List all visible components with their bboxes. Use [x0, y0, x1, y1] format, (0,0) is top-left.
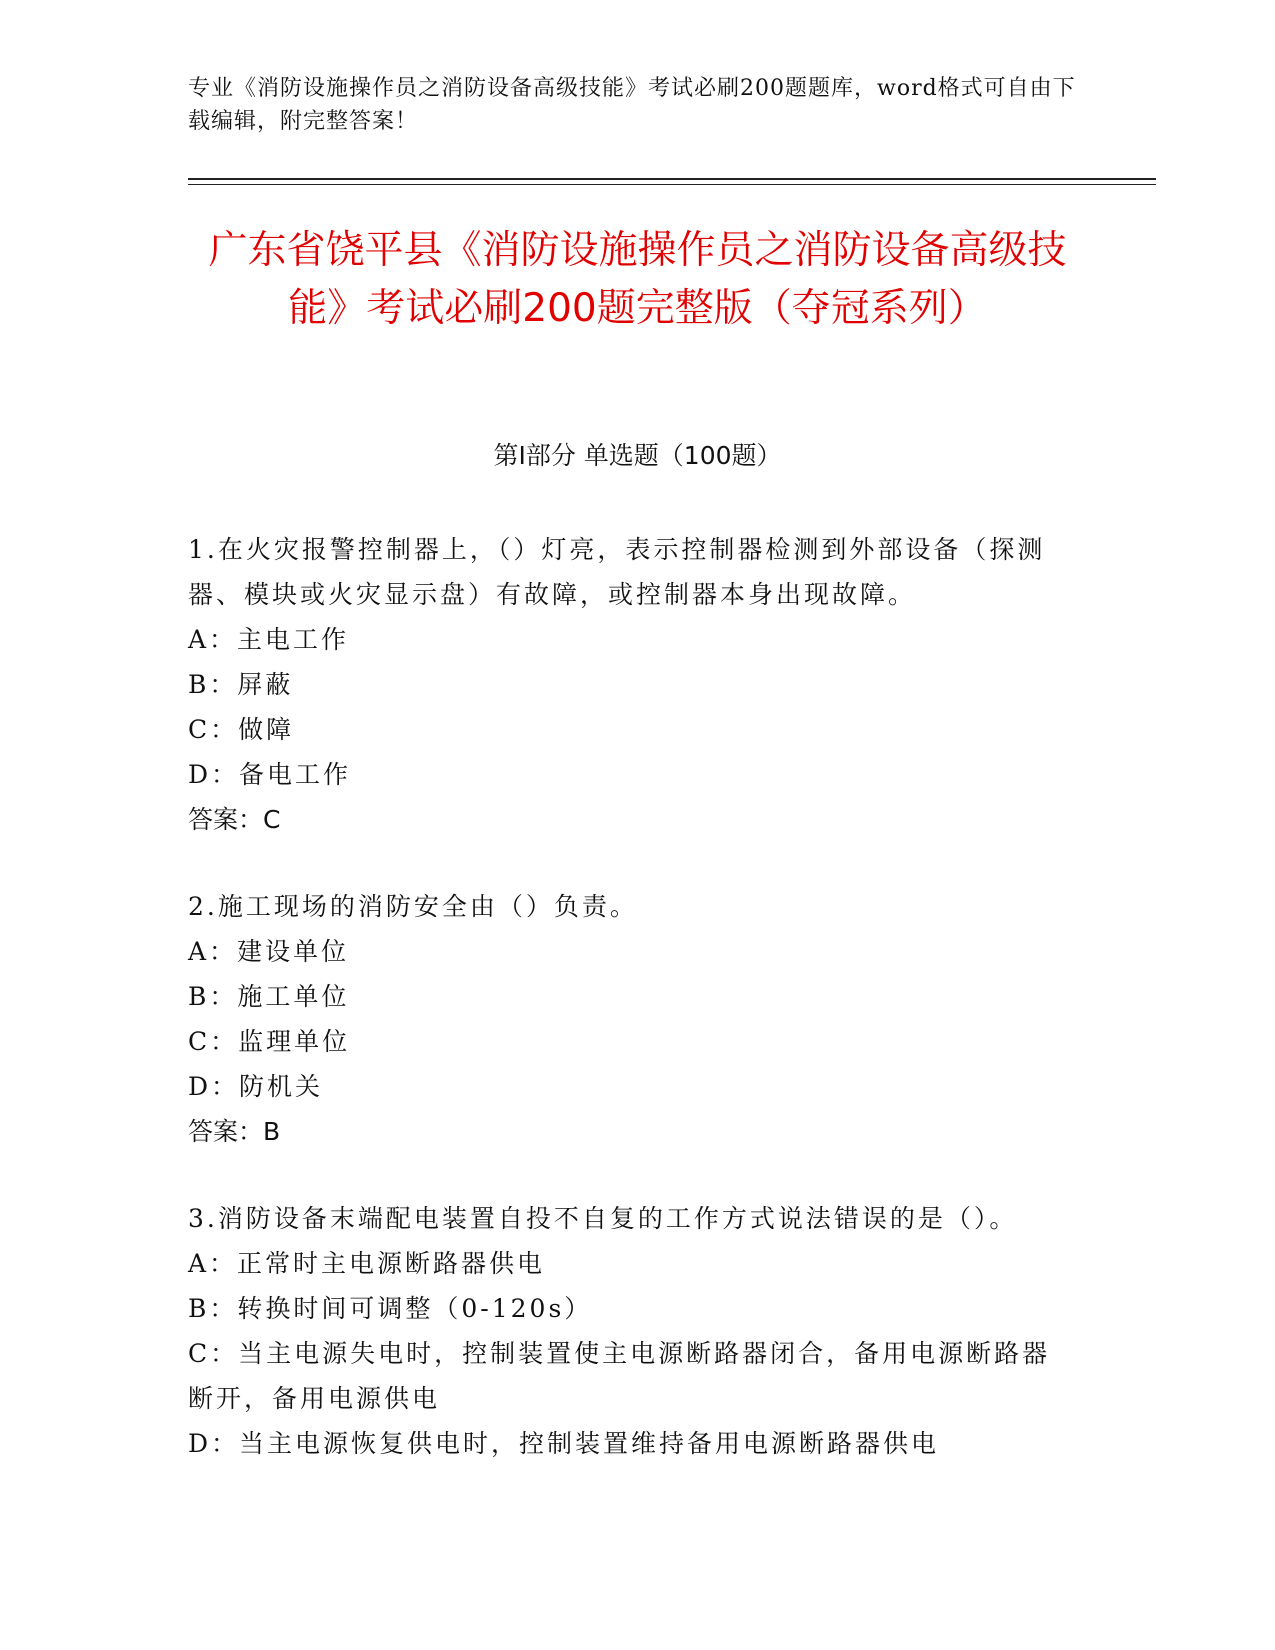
- option-d: D：备电工作: [188, 760, 352, 789]
- option-b: B：转换时间可调整（0-120s）: [188, 1294, 593, 1323]
- answer: 答案：B: [188, 1117, 281, 1146]
- question-list: [188, 527, 1068, 1508]
- option-a: A：主电工作: [188, 625, 350, 654]
- header-note: 专业《消防设施操作员之消防设备高级技能》考试必刷200题题库，word格式可自由下载编辑，附完整答案！: [188, 76, 1076, 134]
- option-d: D：防机关: [188, 1072, 324, 1101]
- question-stem: 1.在火灾报警控制器上，（）灯亮，表示控制器检测到外部设备（探测器、模块或火灾显示盘）有故障，或控制器本身出现故障。: [188, 535, 1046, 609]
- option-c: C：做障: [188, 715, 295, 744]
- question-1: [188, 527, 1068, 842]
- question-stem: 3.消防设备末端配电装置自投不自复的工作方式说法错误的是（）。: [188, 1204, 1018, 1233]
- header-divider: [188, 178, 1156, 180]
- option-b: B：施工单位: [188, 982, 350, 1011]
- option-a: A：建设单位: [188, 937, 350, 966]
- option-a: A：正常时主电源断路器供电: [188, 1249, 546, 1278]
- question-3: [188, 1196, 1068, 1466]
- section-heading: 第I部分 单选题（100题）: [493, 441, 782, 470]
- option-c: C：监理单位: [188, 1027, 351, 1056]
- question-stem: 2.施工现场的消防安全由（）负责。: [188, 892, 638, 921]
- option-c: C：当主电源失电时，控制装置使主电源断路器闭合，备用电源断路器断开，备用电源供电: [188, 1339, 1051, 1413]
- answer: 答案：C: [188, 805, 281, 834]
- header-divider-thin: [188, 184, 1156, 185]
- option-d: D：当主电源恢复供电时，控制装置维持备用电源断路器供电: [188, 1429, 940, 1458]
- question-2: [188, 884, 1068, 1154]
- document-title: 广东省饶平县《消防设施操作员之消防设备高级技能》考试必刷200题完整版（夺冠系列）: [208, 228, 1067, 331]
- option-b: B：屏蔽: [188, 670, 294, 699]
